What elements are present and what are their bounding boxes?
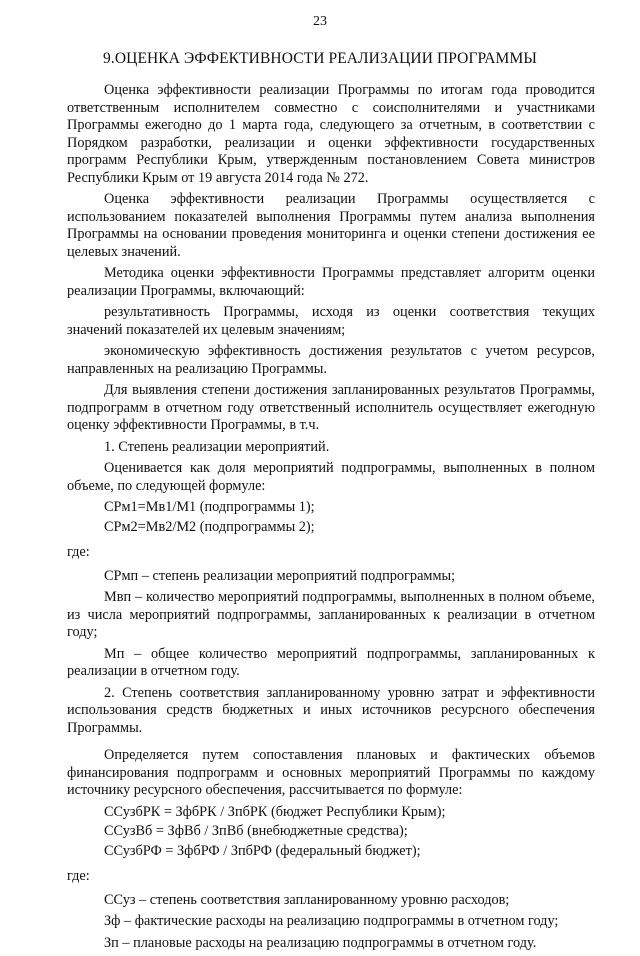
paragraph-evaluation-indicators: Оценка эффективности реализации Программы осуществляется с использованием показателей выполнения Программы путем анализа выполнения Программы на основании проведения мониторинга и оценки степени достижения ее целевых значений.: [67, 191, 595, 260]
list-item-effectiveness: результативность Программы, исходя из оценки соответствия текущих значений показателей их целевым значениям;: [67, 304, 595, 338]
document-body: [67, 82, 595, 956]
formula-ssuz-rk: ССузбРК = ЗфбРК / ЗпбРК (бюджет Республики Крым);: [104, 803, 446, 820]
formula-srm1: СРм1=Мв1/М1 (подпрограммы 1);: [104, 499, 315, 515]
heading-cost-compliance: 2. Степень соответствия запланированному уровню затрат и эффективности использования средств бюджетных и иных источников ресурсного обеспечения Программы.: [67, 684, 595, 736]
section-title: 9.ОЦЕНКА ЭФФЕКТИВНОСТИ РЕАЛИЗАЦИИ ПРОГРАММЫ: [103, 50, 537, 67]
paragraph-annual-assessment: Для выявления степени достижения запланированных результатов Программы, подпрограмм в отчетном году ответственный исполнитель осуществляет ежегодную оценку эффективности Программы, в т.ч.: [67, 382, 595, 433]
definition-zf: Зф – фактические расходы на реализацию подпрограммы в отчетном году;: [104, 913, 559, 929]
definition-ssuz: ССуз – степень соответствия запланированному уровню расходов;: [104, 891, 510, 908]
formula-srm2: СРм2=Мв2/М2 (подпрограммы 2);: [104, 518, 315, 535]
page-number: 23: [313, 14, 327, 29]
formula-ssuz-vb: ССузВб = ЗфВб / ЗпВб (внебюджетные средства);: [104, 823, 408, 839]
where-label: где:: [67, 868, 90, 884]
paragraph-evaluation-procedure: Оценка эффективности реализации Программы по итогам года проводится ответственным исполнителем совместно с соисполнителями и участниками Программы ежегодно до 1 марта года, следующего за отчетным, в соответствии с Порядком разработки, реализации и оценки эффективности государственных программ Республики Крым, утвержденным постановлением Совета министров Республики Крым от 19 августа 2014 года № 272.: [67, 82, 595, 186]
paragraph-cost-formula-intro: Определяется путем сопоставления плановых и фактических объемов финансирования подпрограмм и основных мероприятий Программы по каждому источнику ресурсного обеспечения, рассчитывается по формуле:: [67, 747, 595, 798]
formula-ssuz-rf: ССузбРФ = ЗфбРФ / ЗпбРФ (федеральный бюджет);: [104, 842, 421, 859]
definition-srmp: СРмп – степень реализации мероприятий подпрограммы;: [104, 567, 456, 584]
where-label: где:: [67, 544, 90, 560]
heading-implementation-degree: 1. Степень реализации мероприятий.: [104, 438, 330, 455]
list-item-economic-efficiency: экономическую эффективность достижения результатов с учетом ресурсов, направленных на реализацию Программы.: [67, 343, 595, 377]
definition-mp: Мп – общее количество мероприятий подпрограммы, запланированных к реализации в отчетном году.: [67, 645, 595, 679]
definition-mvp: Мвп – количество мероприятий подпрограммы, выполненных в полном объеме, из числа мероприятий подпрограммы, запланированных к реализации в отчетном году;: [67, 589, 595, 640]
paragraph-methodology: Методика оценки эффективности Программы представляет алгоритм оценки реализации Программы, включающий:: [67, 265, 595, 299]
definition-zp: Зп – плановые расходы на реализацию подпрограммы в отчетном году.: [104, 934, 537, 951]
paragraph-implementation-formula-intro: Оценивается как доля мероприятий подпрограммы, выполненных в полном объеме, по следующей формуле:: [67, 460, 595, 494]
